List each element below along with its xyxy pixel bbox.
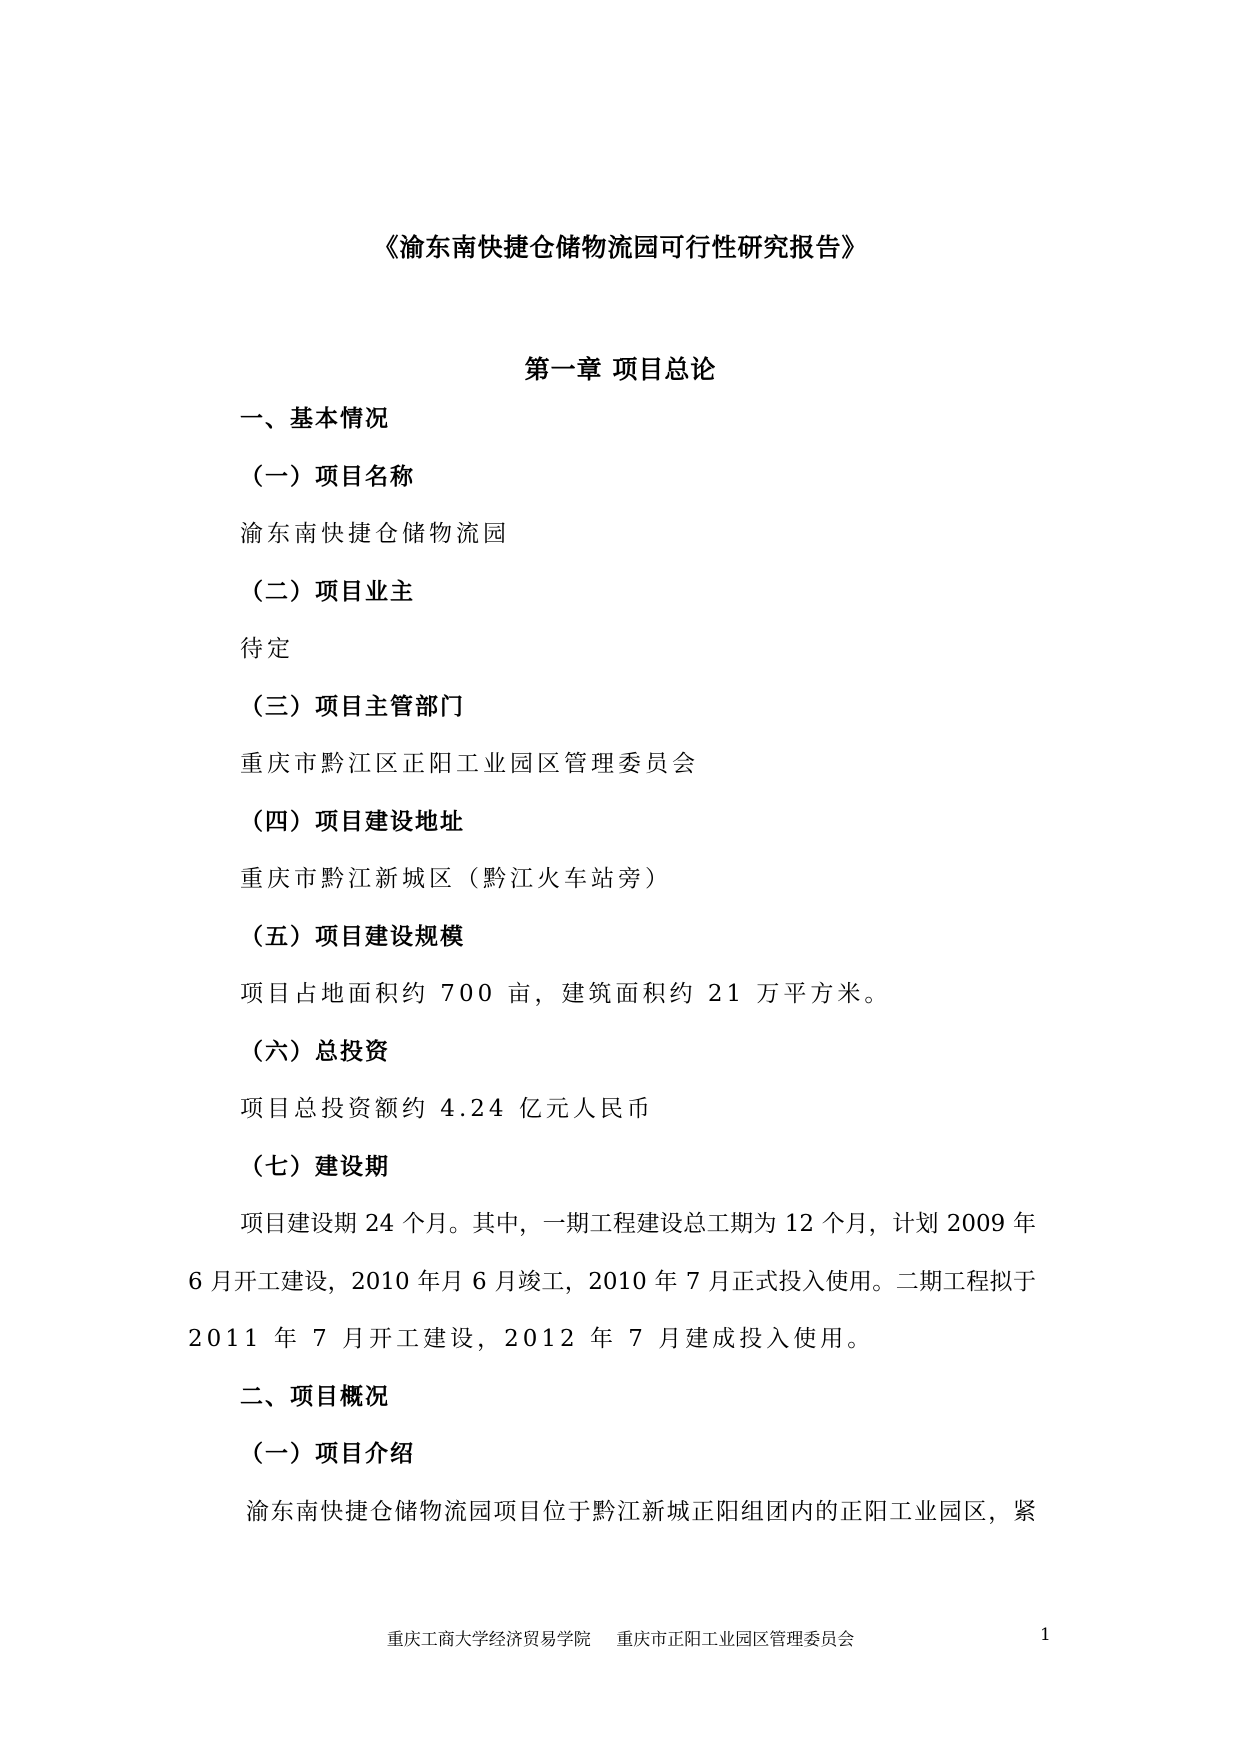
text-site-address: 重庆市黔江新城区（黔江火车站旁） — [240, 866, 672, 892]
footer-left: 重庆工商大学经济贸易学院 — [386, 1630, 591, 1650]
paragraph-intro-line-1: 渝东南快捷仓储物流园项目位于黔江新城正阳组团内的正阳工业园区，紧 — [246, 1499, 1036, 1525]
subheading-total-investment: （六）总投资 — [240, 1039, 390, 1065]
text-project-owner: 待定 — [240, 636, 294, 662]
subheading-construction-period: （七）建设期 — [240, 1154, 390, 1180]
subheading-introduction: （一）项目介绍 — [240, 1441, 415, 1467]
subheading-project-name: （一）项目名称 — [240, 464, 415, 490]
footer-right: 重庆市正阳工业园区管理委员会 — [616, 1630, 855, 1650]
page-footer — [0, 1625, 1241, 1650]
section-heading-overview: 二、项目概况 — [240, 1384, 390, 1410]
chapter-title: 第一章 项目总论 — [524, 355, 717, 384]
page-number: 1 — [1040, 1625, 1051, 1645]
text-project-name: 渝东南快捷仓储物流园 — [240, 521, 510, 547]
text-scale: 项目占地面积约 700 亩，建筑面积约 21 万平方米。 — [240, 981, 892, 1007]
text-supervising-dept: 重庆市黔江区正阳工业园区管理委员会 — [240, 751, 699, 777]
subheading-project-owner: （二）项目业主 — [240, 579, 415, 605]
paragraph-line-2: 6 月开工建设，2010 年月 6 月竣工，2010 年 7 月正式投入使用。二期工程拟于 — [188, 1269, 1036, 1295]
paragraph-line-1: 项目建设期 24 个月。其中，一期工程建设总工期为 12 个月，计划 2009 年 — [240, 1211, 1036, 1237]
subheading-supervising-dept: （三）项目主管部门 — [240, 694, 465, 720]
text-total-investment: 项目总投资额约 4.24 亿元人民币 — [240, 1096, 654, 1122]
subheading-scale: （五）项目建设规模 — [240, 924, 465, 950]
subheading-site-address: （四）项目建设地址 — [240, 809, 465, 835]
section-heading-basic-info: 一、基本情况 — [240, 406, 390, 432]
document-title: 《渝东南快捷仓储物流园可行性研究报告》 — [373, 233, 868, 262]
paragraph-line-3: 2011 年 7 月开工建设，2012 年 7 月建成投入使用。 — [188, 1326, 875, 1352]
